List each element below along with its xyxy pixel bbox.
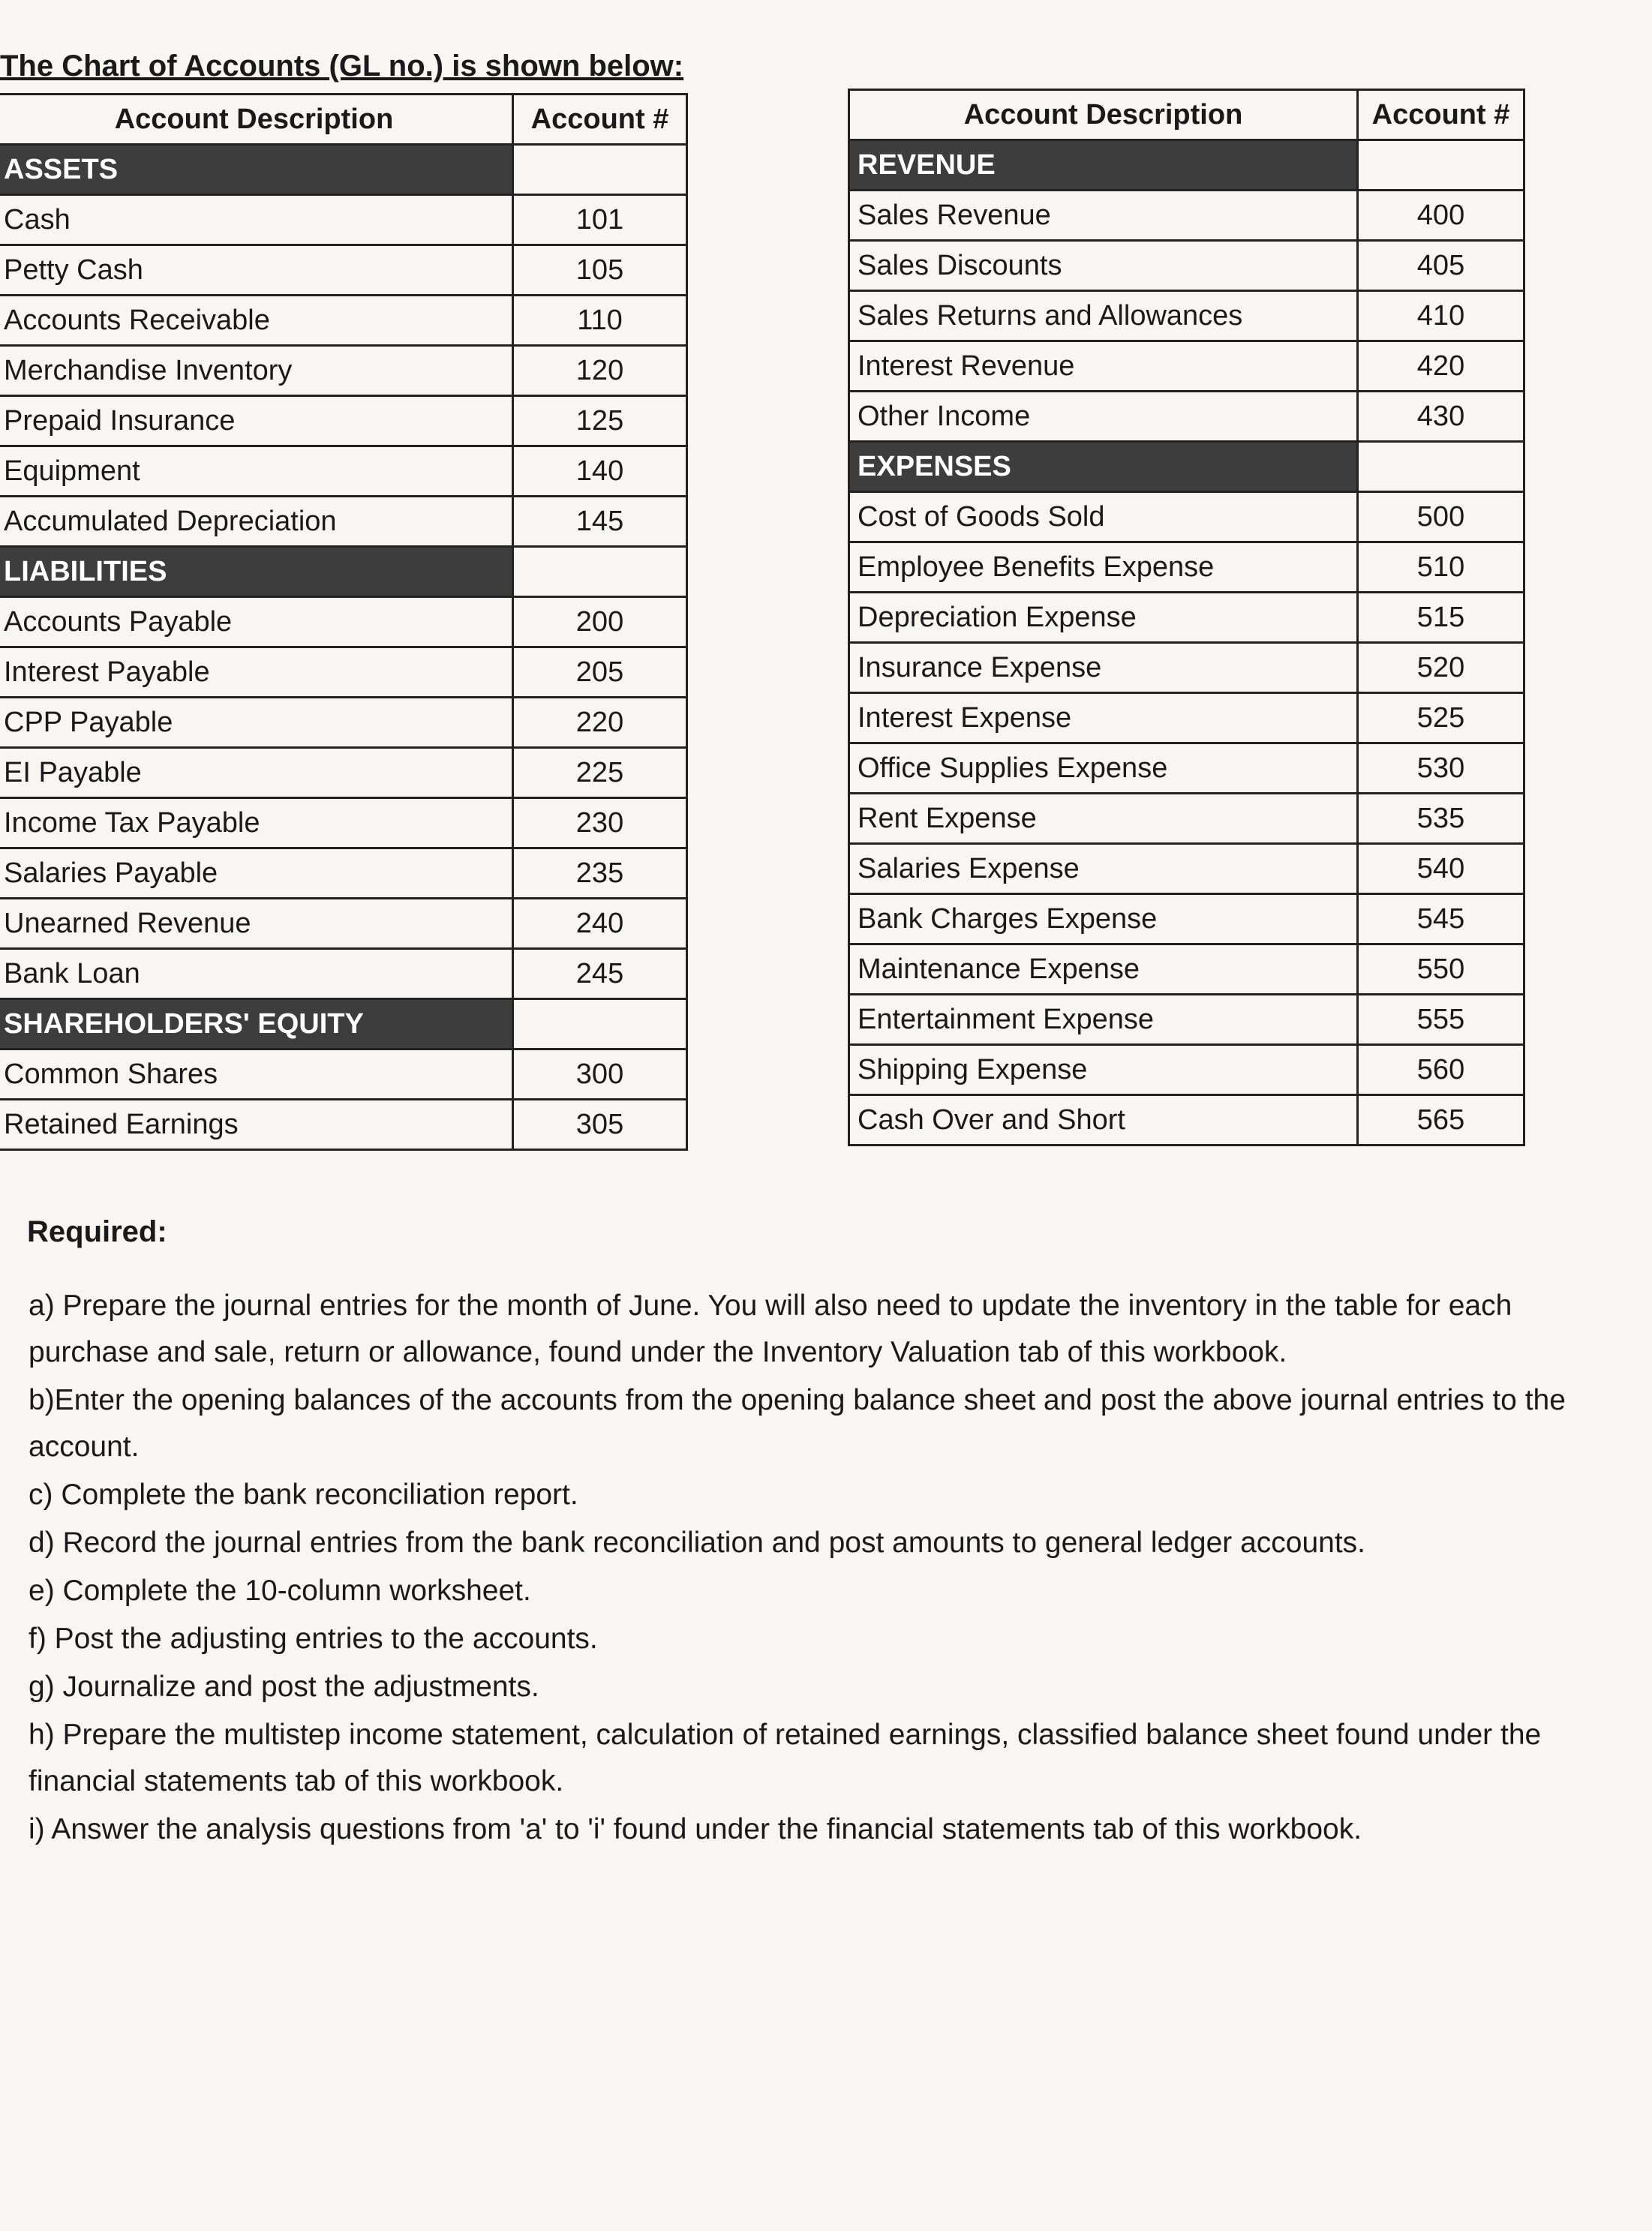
account-description: Salaries Payable bbox=[0, 848, 513, 899]
account-description: Sales Discounts bbox=[849, 241, 1358, 291]
requirement-item: c) Complete the bank reconciliation report. bbox=[29, 1479, 578, 1511]
table-row bbox=[0, 698, 687, 748]
account-description: Other Income bbox=[849, 392, 1358, 442]
requirements-list bbox=[29, 1283, 1574, 1854]
account-description: Rent Expense bbox=[849, 794, 1358, 844]
account-description: Employee Benefits Expense bbox=[849, 542, 1358, 593]
account-number: 430 bbox=[1358, 392, 1524, 442]
account-description: Maintenance Expense bbox=[849, 944, 1358, 995]
account-number bbox=[513, 547, 687, 597]
account-description: Equipment bbox=[0, 446, 513, 497]
account-description: Interest Payable bbox=[0, 647, 513, 698]
account-number: 530 bbox=[1358, 743, 1524, 794]
account-number: 101 bbox=[513, 195, 687, 245]
section-title: SHAREHOLDERS' EQUITY bbox=[0, 999, 513, 1049]
account-number: 565 bbox=[1358, 1095, 1524, 1146]
table-row bbox=[0, 1100, 687, 1150]
account-description: EI Payable bbox=[0, 748, 513, 798]
header-account-description: Account Description bbox=[849, 90, 1358, 140]
account-number: 220 bbox=[513, 698, 687, 748]
page-title: The Chart of Accounts (GL no.) is shown below: bbox=[0, 50, 684, 83]
left-table-body bbox=[0, 145, 687, 1150]
account-number: 535 bbox=[1358, 794, 1524, 844]
table-row bbox=[849, 1045, 1524, 1095]
account-number: 510 bbox=[1358, 542, 1524, 593]
table-row bbox=[0, 848, 687, 899]
requirement-item: h) Prepare the multistep income statement, calculation of retained earnings, classified balance sheet found under the financial statements tab of this workbook. bbox=[29, 1719, 1542, 1797]
account-number: 500 bbox=[1358, 492, 1524, 542]
table-row bbox=[849, 1095, 1524, 1146]
table-row bbox=[849, 492, 1524, 542]
account-number: 240 bbox=[513, 899, 687, 949]
requirement-item: e) Complete the 10-column worksheet. bbox=[29, 1575, 531, 1607]
account-description: Shipping Expense bbox=[849, 1045, 1358, 1095]
section-header-row bbox=[849, 442, 1524, 492]
account-description: Insurance Expense bbox=[849, 643, 1358, 693]
required-heading: Required: bbox=[27, 1215, 167, 1248]
table-row bbox=[0, 1049, 687, 1100]
account-number: 120 bbox=[513, 346, 687, 396]
table-row bbox=[849, 241, 1524, 291]
account-number: 515 bbox=[1358, 593, 1524, 643]
account-number bbox=[513, 999, 687, 1049]
section-header-row bbox=[0, 547, 687, 597]
account-number: 140 bbox=[513, 446, 687, 497]
header-account-number: Account # bbox=[1358, 90, 1524, 140]
account-description: Sales Revenue bbox=[849, 191, 1358, 241]
table-row bbox=[0, 899, 687, 949]
table-row bbox=[849, 191, 1524, 241]
section-title: ASSETS bbox=[0, 145, 513, 195]
section-title: REVENUE bbox=[849, 140, 1358, 191]
account-number: 540 bbox=[1358, 844, 1524, 894]
account-description: Bank Loan bbox=[0, 949, 513, 999]
account-description: Bank Charges Expense bbox=[849, 894, 1358, 944]
section-header-row bbox=[849, 140, 1524, 191]
section-title: EXPENSES bbox=[849, 442, 1358, 492]
account-number: 520 bbox=[1358, 643, 1524, 693]
table-row bbox=[849, 894, 1524, 944]
account-description: Sales Returns and Allowances bbox=[849, 291, 1358, 341]
table-row bbox=[849, 794, 1524, 844]
right-table-body bbox=[849, 140, 1524, 1146]
account-description: Entertainment Expense bbox=[849, 995, 1358, 1045]
table-row bbox=[0, 748, 687, 798]
requirement-item: g) Journalize and post the adjustments. bbox=[29, 1671, 539, 1703]
table-row bbox=[0, 296, 687, 346]
account-number: 125 bbox=[513, 396, 687, 446]
table-row bbox=[849, 291, 1524, 341]
account-description: Cash bbox=[0, 195, 513, 245]
requirement-item: b)Enter the opening balances of the accounts from the opening balance sheet and post the above journal entries to the account. bbox=[29, 1384, 1566, 1463]
account-number: 400 bbox=[1358, 191, 1524, 241]
table-row bbox=[849, 341, 1524, 392]
account-number: 200 bbox=[513, 597, 687, 647]
requirement-item: a) Prepare the journal entries for the month of June. You will also need to update the inventory in the table for each purchase and sale, return or allowance, found under the Inventory Valuation tab of this workbook. bbox=[29, 1290, 1512, 1368]
table-row bbox=[849, 743, 1524, 794]
account-description: Salaries Expense bbox=[849, 844, 1358, 894]
account-number: 405 bbox=[1358, 241, 1524, 291]
table-row bbox=[849, 392, 1524, 442]
account-number: 205 bbox=[513, 647, 687, 698]
account-description: Accumulated Depreciation bbox=[0, 497, 513, 547]
account-number: 555 bbox=[1358, 995, 1524, 1045]
account-number: 550 bbox=[1358, 944, 1524, 995]
table-row bbox=[0, 245, 687, 296]
table-row bbox=[0, 647, 687, 698]
account-description: Accounts Payable bbox=[0, 597, 513, 647]
chart-of-accounts-right-table bbox=[848, 89, 1525, 1146]
account-number: 230 bbox=[513, 798, 687, 848]
account-description: Interest Expense bbox=[849, 693, 1358, 743]
account-description: Interest Revenue bbox=[849, 341, 1358, 392]
account-description: Income Tax Payable bbox=[0, 798, 513, 848]
table-row bbox=[0, 446, 687, 497]
account-number: 420 bbox=[1358, 341, 1524, 392]
table-row bbox=[849, 593, 1524, 643]
account-description: Unearned Revenue bbox=[0, 899, 513, 949]
section-title: LIABILITIES bbox=[0, 547, 513, 597]
account-number: 235 bbox=[513, 848, 687, 899]
account-description: CPP Payable bbox=[0, 698, 513, 748]
account-number: 410 bbox=[1358, 291, 1524, 341]
account-number: 225 bbox=[513, 748, 687, 798]
table-row bbox=[849, 542, 1524, 593]
account-number: 560 bbox=[1358, 1045, 1524, 1095]
account-number: 525 bbox=[1358, 693, 1524, 743]
account-number bbox=[1358, 140, 1524, 191]
account-description: Cost of Goods Sold bbox=[849, 492, 1358, 542]
header-account-number: Account # bbox=[513, 95, 687, 145]
account-description: Merchandise Inventory bbox=[0, 346, 513, 396]
table-row bbox=[0, 949, 687, 999]
account-description: Petty Cash bbox=[0, 245, 513, 296]
table-header-row bbox=[0, 95, 687, 145]
table-row bbox=[0, 798, 687, 848]
account-description: Depreciation Expense bbox=[849, 593, 1358, 643]
account-number: 545 bbox=[1358, 894, 1524, 944]
table-row bbox=[849, 995, 1524, 1045]
table-row bbox=[0, 597, 687, 647]
account-description: Office Supplies Expense bbox=[849, 743, 1358, 794]
account-description: Cash Over and Short bbox=[849, 1095, 1358, 1146]
account-description: Retained Earnings bbox=[0, 1100, 513, 1150]
section-header-row bbox=[0, 145, 687, 195]
table-row bbox=[0, 346, 687, 396]
table-row bbox=[849, 844, 1524, 894]
account-number: 105 bbox=[513, 245, 687, 296]
account-number: 305 bbox=[513, 1100, 687, 1150]
account-number: 245 bbox=[513, 949, 687, 999]
table-header-row bbox=[849, 90, 1524, 140]
account-number bbox=[513, 145, 687, 195]
account-number: 110 bbox=[513, 296, 687, 346]
table-row bbox=[849, 693, 1524, 743]
account-number: 145 bbox=[513, 497, 687, 547]
table-row bbox=[849, 643, 1524, 693]
requirement-item: d) Record the journal entries from the bank reconciliation and post amounts to general ledger accounts. bbox=[29, 1527, 1366, 1559]
account-number bbox=[1358, 442, 1524, 492]
table-row bbox=[0, 497, 687, 547]
requirement-item: f) Post the adjusting entries to the accounts. bbox=[29, 1623, 598, 1655]
requirement-item: i) Answer the analysis questions from 'a' to 'i' found under the financial statements tab of this workbook. bbox=[29, 1813, 1362, 1845]
chart-of-accounts-left-table bbox=[0, 93, 688, 1151]
table-row bbox=[849, 944, 1524, 995]
account-description: Common Shares bbox=[0, 1049, 513, 1100]
account-number: 300 bbox=[513, 1049, 687, 1100]
section-header-row bbox=[0, 999, 687, 1049]
table-row bbox=[0, 195, 687, 245]
header-account-description: Account Description bbox=[0, 95, 513, 145]
account-description: Prepaid Insurance bbox=[0, 396, 513, 446]
table-row bbox=[0, 396, 687, 446]
account-description: Accounts Receivable bbox=[0, 296, 513, 346]
